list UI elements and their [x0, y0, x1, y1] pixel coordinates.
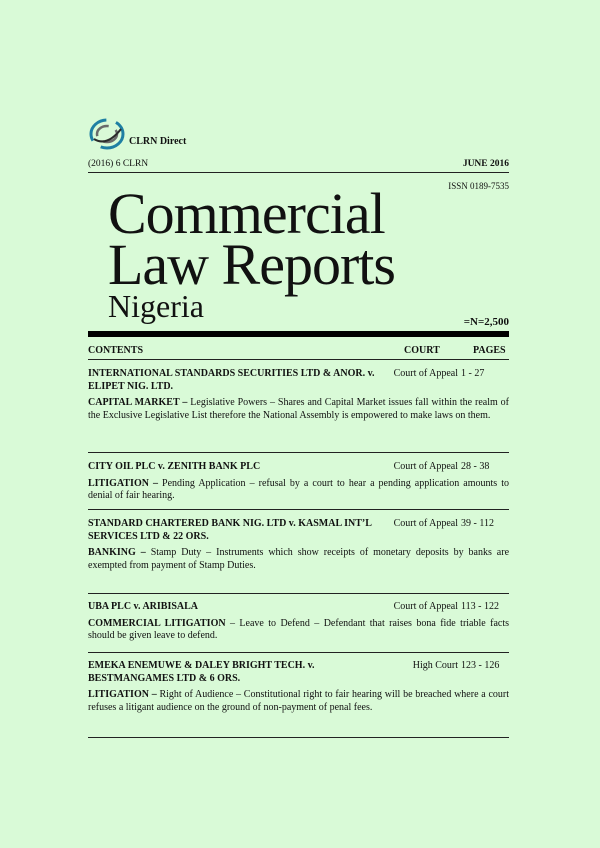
summary-text: Stamp Duty – Instruments which show receipts of monetary deposits by banks are exempted from payment of Stamp Duties. [88, 547, 510, 571]
court-name: Court of Appeal [393, 601, 458, 612]
case-summary [88, 478, 509, 503]
contents-entry [88, 368, 509, 422]
summary-topic: CAPITAL MARKET – [88, 397, 188, 408]
summary-topic: BANKING – [88, 547, 146, 558]
contents-entry [88, 518, 509, 572]
case-title: UBA PLC v. ARIBISALA [88, 601, 199, 612]
court-name: Court of Appeal [393, 368, 458, 379]
issn: ISSN 0189-7535 [448, 181, 509, 191]
contents-entry [88, 461, 509, 503]
summary-topic: COMMERCIAL LITIGATION [88, 617, 226, 629]
case-title: CITY OIL PLC v. ZENITH BANK PLC [88, 461, 261, 472]
summary-text: Right of Audience – Constitutional right to fair hearing will be breached where a court refuses a litigant audience on the ground of non-payment of penal fees. [88, 689, 510, 713]
entry-divider [88, 452, 509, 453]
clrn-logo-icon [88, 117, 126, 151]
brand-name: CLRN Direct [129, 136, 187, 147]
summary-text: – Leave to Defend – Defendant that raises bona fide triable facts should be given leave to defend. [88, 617, 509, 641]
court-name: High Court [412, 660, 458, 671]
case-summary [88, 397, 509, 422]
summary-text: Pending Application – refusal by a court to hear a pending application amounts to denial of fair hearing. [88, 477, 509, 501]
contents-entry [88, 601, 509, 643]
court-name: Court of Appeal [393, 518, 458, 529]
summary-text: Legislative Powers – Shares and Capital Market issues fall within the realm of the Exclusive Legislative List therefore the National Assembly is empowered to make laws on them. [88, 397, 510, 421]
page-range: 113 - 122 [461, 601, 499, 612]
page-range: 1 - 27 [461, 368, 485, 379]
court-info [394, 368, 509, 381]
entry-divider [88, 737, 509, 738]
case-title: EMEKA ENEMUWE & DALEY BRIGHT TECH. v. BESTMANGAMES LTD & 6 ORS. [88, 660, 315, 684]
contents-header: CONTENTS [88, 345, 144, 356]
court-info [413, 660, 509, 673]
title-rule [88, 331, 509, 337]
summary-topic: LITIGATION – [88, 689, 157, 700]
contents-rule [88, 359, 509, 360]
issue-citation: (2016) 6 CLRN [88, 159, 149, 169]
title-line-1: Commercial [108, 181, 385, 246]
court-name: Court of Appeal [393, 461, 458, 472]
court-info [394, 601, 509, 614]
entry-divider [88, 509, 509, 510]
title-subtitle: Nigeria [108, 288, 204, 324]
case-summary [88, 689, 509, 714]
title-line-2: Law Reports [108, 232, 395, 297]
court-header: COURT [404, 345, 440, 356]
pages-header: PAGES [473, 345, 506, 356]
entry-divider [88, 652, 509, 653]
page-range: 123 - 126 [461, 660, 500, 671]
issue-date: JUNE 2016 [462, 159, 509, 169]
case-summary [88, 547, 509, 572]
case-summary [88, 618, 509, 643]
page-range: 39 - 112 [461, 518, 494, 529]
summary-topic: LITIGATION – [88, 477, 158, 489]
court-info [394, 461, 509, 474]
entry-divider [88, 593, 509, 594]
page-range: 28 - 38 [461, 461, 490, 472]
case-title: INTERNATIONAL STANDARDS SECURITIES LTD & ANOR. v. ELIPET NIG. LTD. [88, 368, 375, 392]
court-info [394, 518, 509, 531]
contents-entry [88, 660, 509, 714]
case-title: STANDARD CHARTERED BANK NIG. LTD v. KASMAL INT’L SERVICES LTD & 22 ORS. [88, 518, 372, 542]
price: =N=2,500 [463, 316, 509, 328]
header-rule [88, 172, 509, 173]
